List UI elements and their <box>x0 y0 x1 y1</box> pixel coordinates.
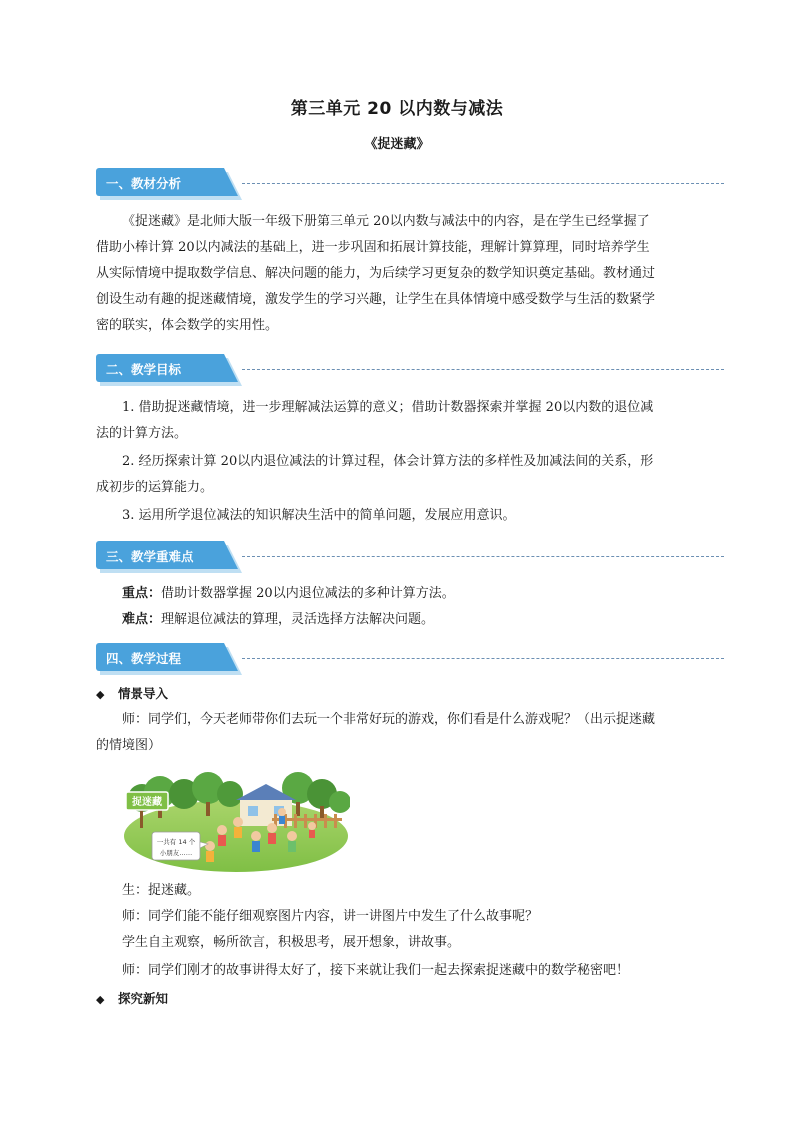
difficulty-text: 理解退位减法的算理，灵活选择方法解决问题。 <box>161 612 435 627</box>
key-point-line <box>122 581 455 607</box>
dialogue-line: 的情境图） <box>96 738 162 753</box>
dashed-divider <box>242 369 724 370</box>
section-header-goals <box>96 354 724 386</box>
dialogue-line: 师：同学们，今天老师带你们去玩一个非常好玩的游戏，你们看是什么游戏呢？（出示捉迷藏 <box>122 712 656 727</box>
diamond-bullet-icon: ◆ <box>96 993 105 1006</box>
goal-line: 2. 经历探索计算 20以内退位减法的计算过程，体会计算方法的多样性及加减法间的关系，形 <box>122 454 654 469</box>
dashed-divider <box>242 556 724 557</box>
page-title: 第三单元 20 以内数与减法 <box>290 99 504 119</box>
section-header-analysis <box>96 168 724 200</box>
section-label: 四、教学过程 <box>106 651 182 666</box>
diamond-bullet-icon: ◆ <box>96 688 105 701</box>
difficulty-line <box>122 607 434 633</box>
section-label: 三、教学重难点 <box>106 549 194 564</box>
analysis-line: 从实际情境中提取数学信息、解决问题的能力，为后续学习更复杂的数学知识奠定基础。教材通过 <box>96 266 656 281</box>
goal-line: 1. 借助捉迷藏情境，进一步理解减法运算的意义；借助计数器探索并掌握 20以内数的退位减 <box>122 400 654 415</box>
analysis-line: 《捉迷藏》是北师大版一年级下册第三单元 20以内数与减法中的内容，是在学生已经掌握了 <box>122 214 650 229</box>
section-label: 二、教学目标 <box>106 362 182 377</box>
hide-and-seek-illustration <box>122 764 350 872</box>
part-label: 情景导入 <box>118 686 169 701</box>
dialogue-line: 生：捉迷藏。 <box>122 883 201 898</box>
bubble-text-line1: 一共有 14 个 <box>156 838 196 846</box>
dialogue-line: 师：同学们能不能仔细观察图片内容，讲一讲图片中发生了什么故事呢？ <box>122 909 539 924</box>
dialogue-line: 学生自主观察，畅所欲言，积极思考，展开想象，讲故事。 <box>122 935 461 950</box>
process-part-heading <box>96 681 168 708</box>
analysis-line: 借助小棒计算 20以内减法的基础上，进一步巩固和拓展计算技能，理解计算算理，同时培养学生 <box>96 240 650 255</box>
sign-text: 捉迷藏 <box>132 797 162 808</box>
dialogue-line: 师：同学们刚才的故事讲得太好了，接下来就让我们一起去探索捉迷藏中的数学秘密吧！ <box>122 963 630 978</box>
key-point-text: 借助计数器掌握 20以内退位减法的多种计算方法。 <box>161 586 455 601</box>
lesson-subtitle: 《捉迷藏》 <box>364 137 430 152</box>
part-label: 探究新知 <box>118 991 169 1006</box>
process-part-heading <box>96 986 168 1013</box>
key-point-label: 重点： <box>122 586 162 601</box>
bubble-text-line2: 小朋友…… <box>159 849 193 857</box>
section-header-keypoints <box>96 541 724 573</box>
goal-line: 3. 运用所学退位减法的知识解决生活中的简单问题，发展应用意识。 <box>122 508 516 523</box>
dashed-divider <box>242 658 724 659</box>
section-label: 一、教材分析 <box>106 176 182 191</box>
goal-line: 成初步的运算能力。 <box>96 480 214 495</box>
goal-line: 法的计算方法。 <box>96 426 188 441</box>
difficulty-label: 难点： <box>122 612 162 627</box>
analysis-line: 创设生动有趣的捉迷藏情境，激发学生的学习兴趣，让学生在具体情境中感受数学与生活的数紧学 <box>96 292 656 307</box>
section-header-process <box>96 643 724 675</box>
analysis-line: 密的联实，体会数学的实用性。 <box>96 318 279 333</box>
dashed-divider <box>242 183 724 184</box>
